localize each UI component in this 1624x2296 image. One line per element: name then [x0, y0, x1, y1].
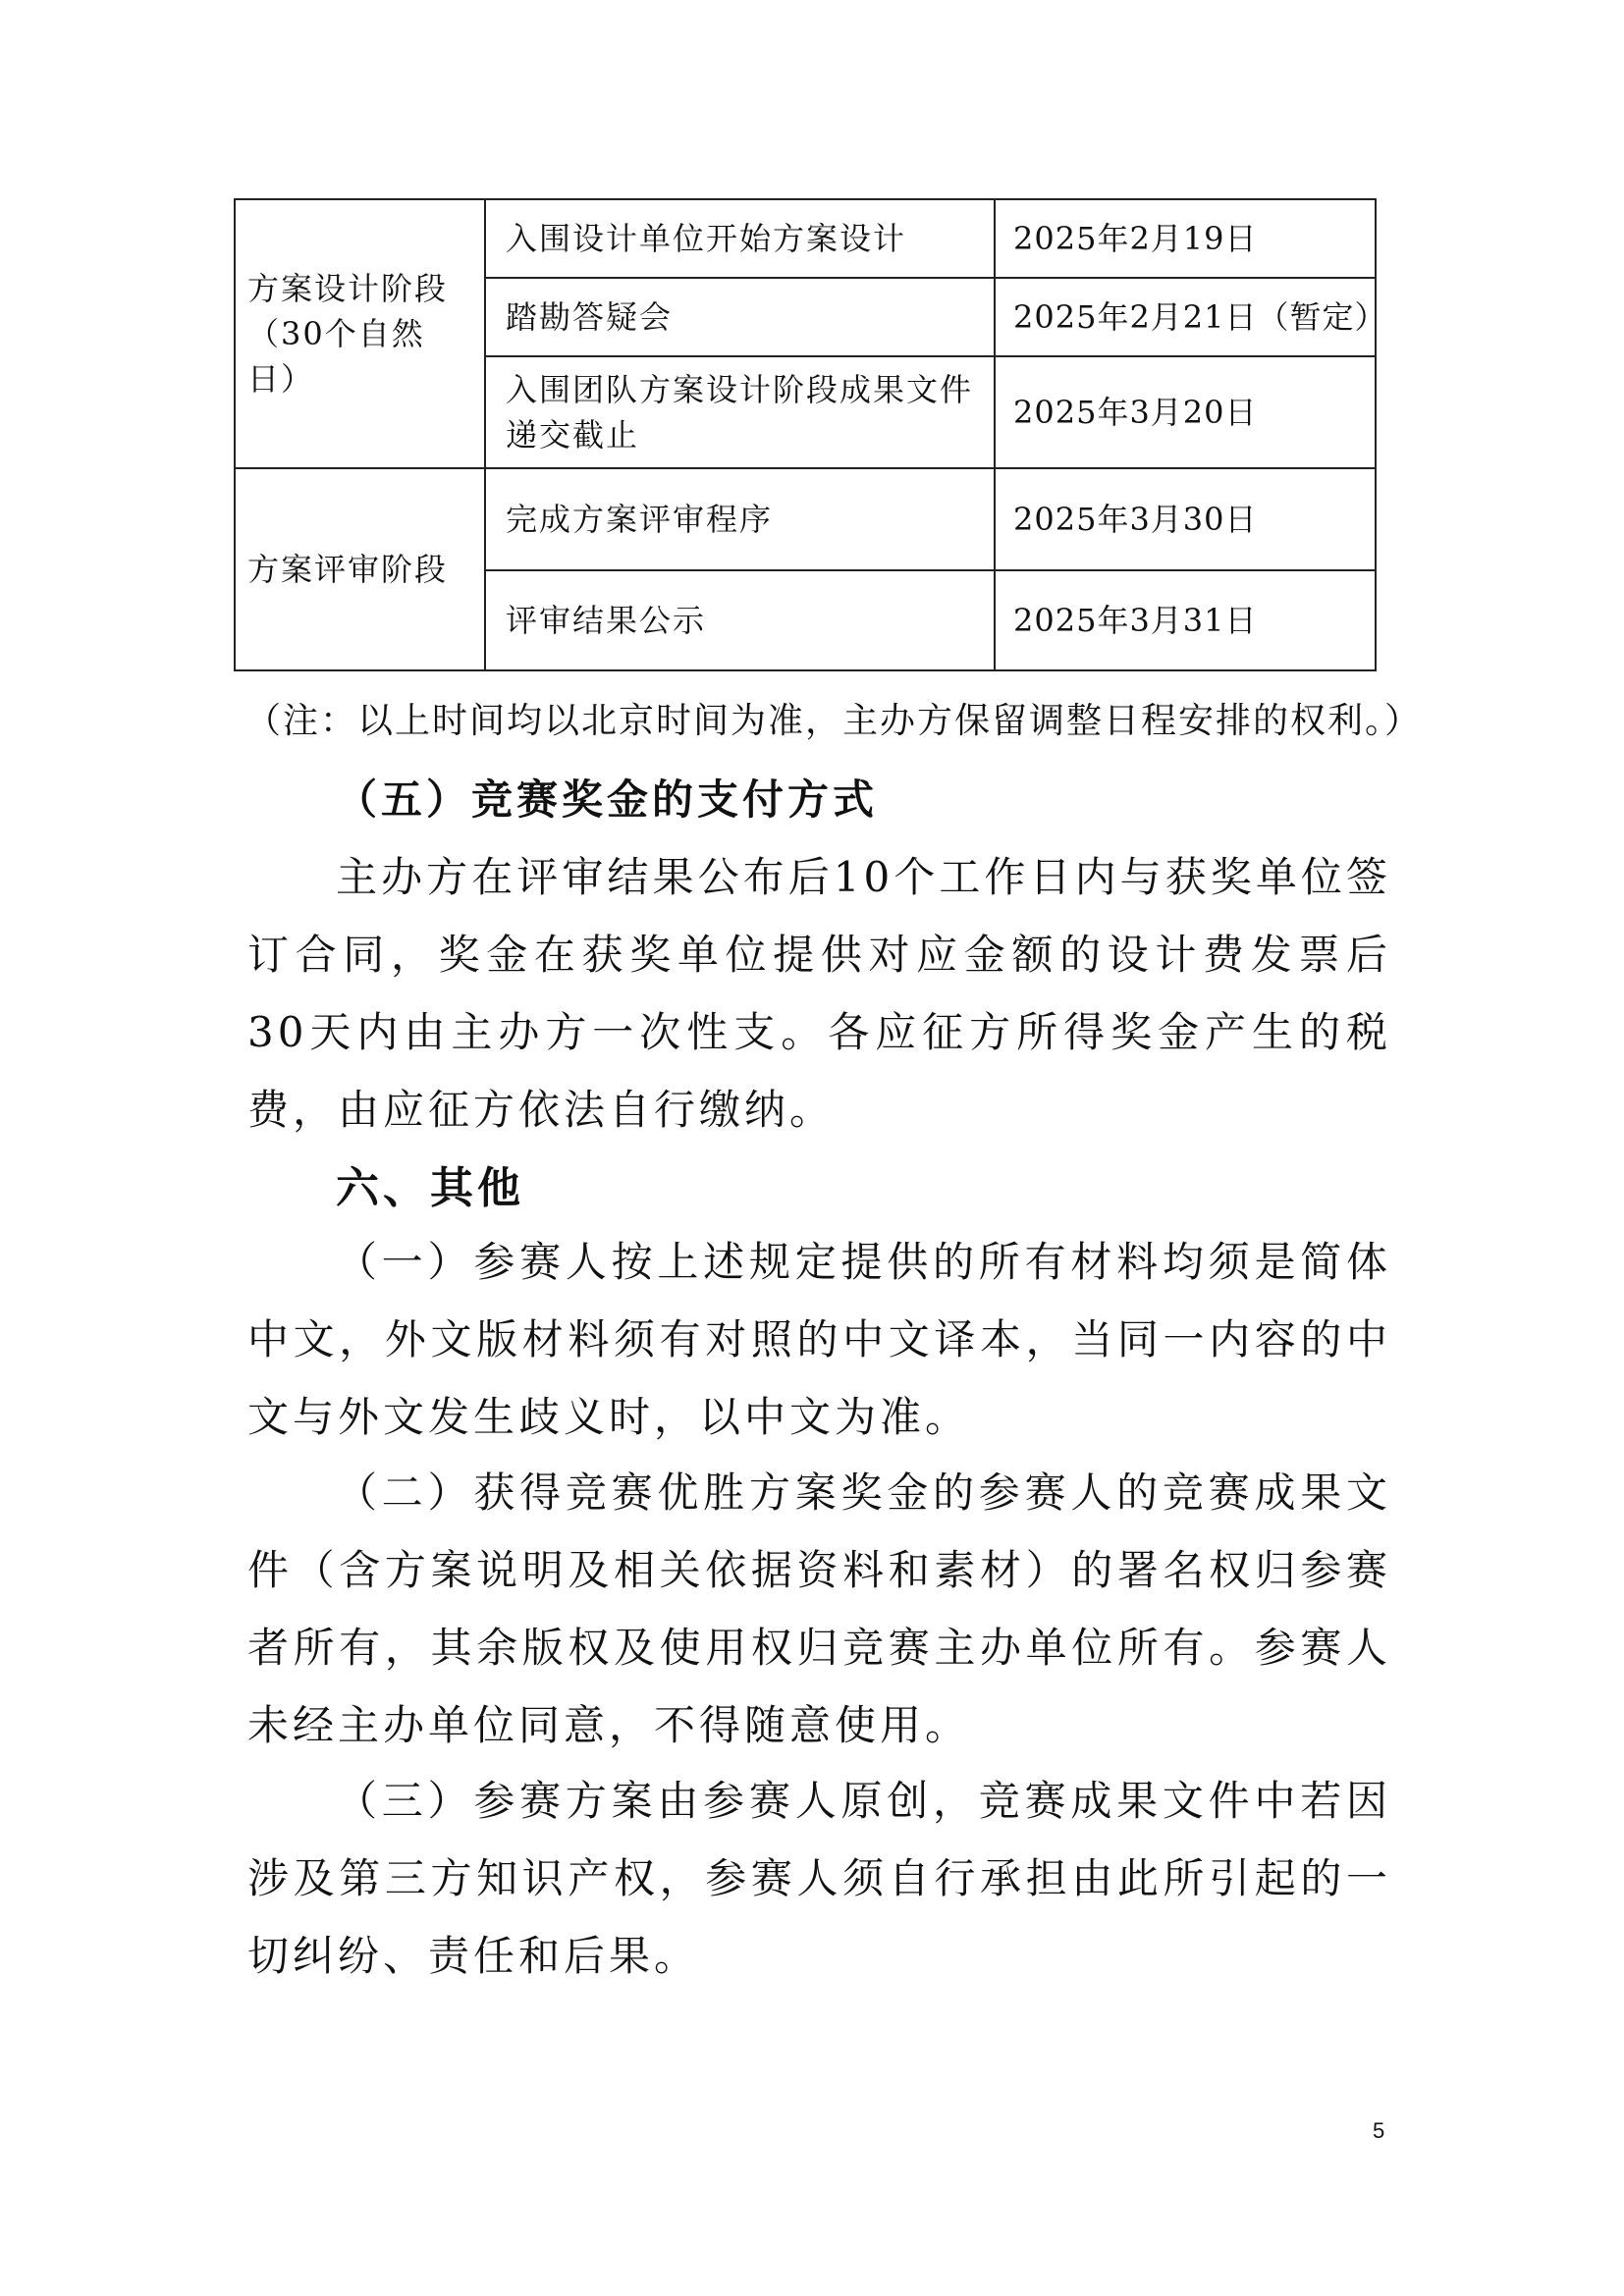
task-cell: 入围设计单位开始方案设计	[485, 199, 995, 278]
schedule-note: （注：以上时间均以北京时间为准，主办方保留调整日程安排的权利。）	[245, 701, 1423, 741]
section6-item-2: （二）获得竞赛优胜方案奖金的参赛人的竞赛成果文件（含方案说明及相关依据资料和素材）的署名权归参赛者所有，其余版权及使用权归竞赛主办单位所有。参赛人未经主办单位同意，不得随意使用。	[247, 1468, 1391, 1749]
page-number: 5	[1373, 2118, 1385, 2143]
section6-heading: 六、其他	[336, 1163, 524, 1213]
schedule-table	[234, 198, 1387, 671]
phase-duration: （30个自然日）	[247, 315, 425, 398]
date-cell: 2025年3月31日	[995, 570, 1376, 670]
section6-item-3: （三）参赛方案由参赛人原创，竞赛成果文件中若因涉及第三方知识产权，参赛人须自行承担由此所引起的一切纠纷、责任和后果。	[247, 1777, 1391, 1980]
phase-cell-review: 方案评审阶段	[235, 468, 485, 670]
date-cell: 2025年2月21日（暂定）	[995, 278, 1376, 356]
section6-item-1: （一）参赛人按上述规定提供的所有材料均须是简体中文，外文版材料须有对照的中文译本，当同一内容的中文与外文发生歧义时，以中文为准。	[247, 1238, 1391, 1441]
date-cell: 2025年2月19日	[995, 199, 1376, 278]
task-cell: 评审结果公示	[485, 570, 995, 670]
task-cell: 完成方案评审程序	[485, 468, 995, 570]
date-cell: 2025年3月30日	[995, 468, 1376, 570]
section5-paragraph: 主办方在评审结果公布后10个工作日内与获奖单位签订合同，奖金在获奖单位提供对应金额的设计费发票后30天内由主办方一次性支。各应征方所得奖金产生的税费，由应征方依法自行缴纳。	[247, 853, 1391, 1134]
date-cell: 2025年3月20日	[995, 356, 1376, 468]
phase-title: 方案设计阶段	[247, 270, 449, 307]
task-cell: 入围团队方案设计阶段成果文件递交截止	[485, 356, 995, 468]
task-cell: 踏勘答疑会	[485, 278, 995, 356]
table-row	[235, 199, 1376, 278]
section5-heading: （五）竞赛奖金的支付方式	[336, 775, 879, 824]
table-row	[235, 468, 1376, 570]
phase-cell-design	[235, 199, 485, 468]
